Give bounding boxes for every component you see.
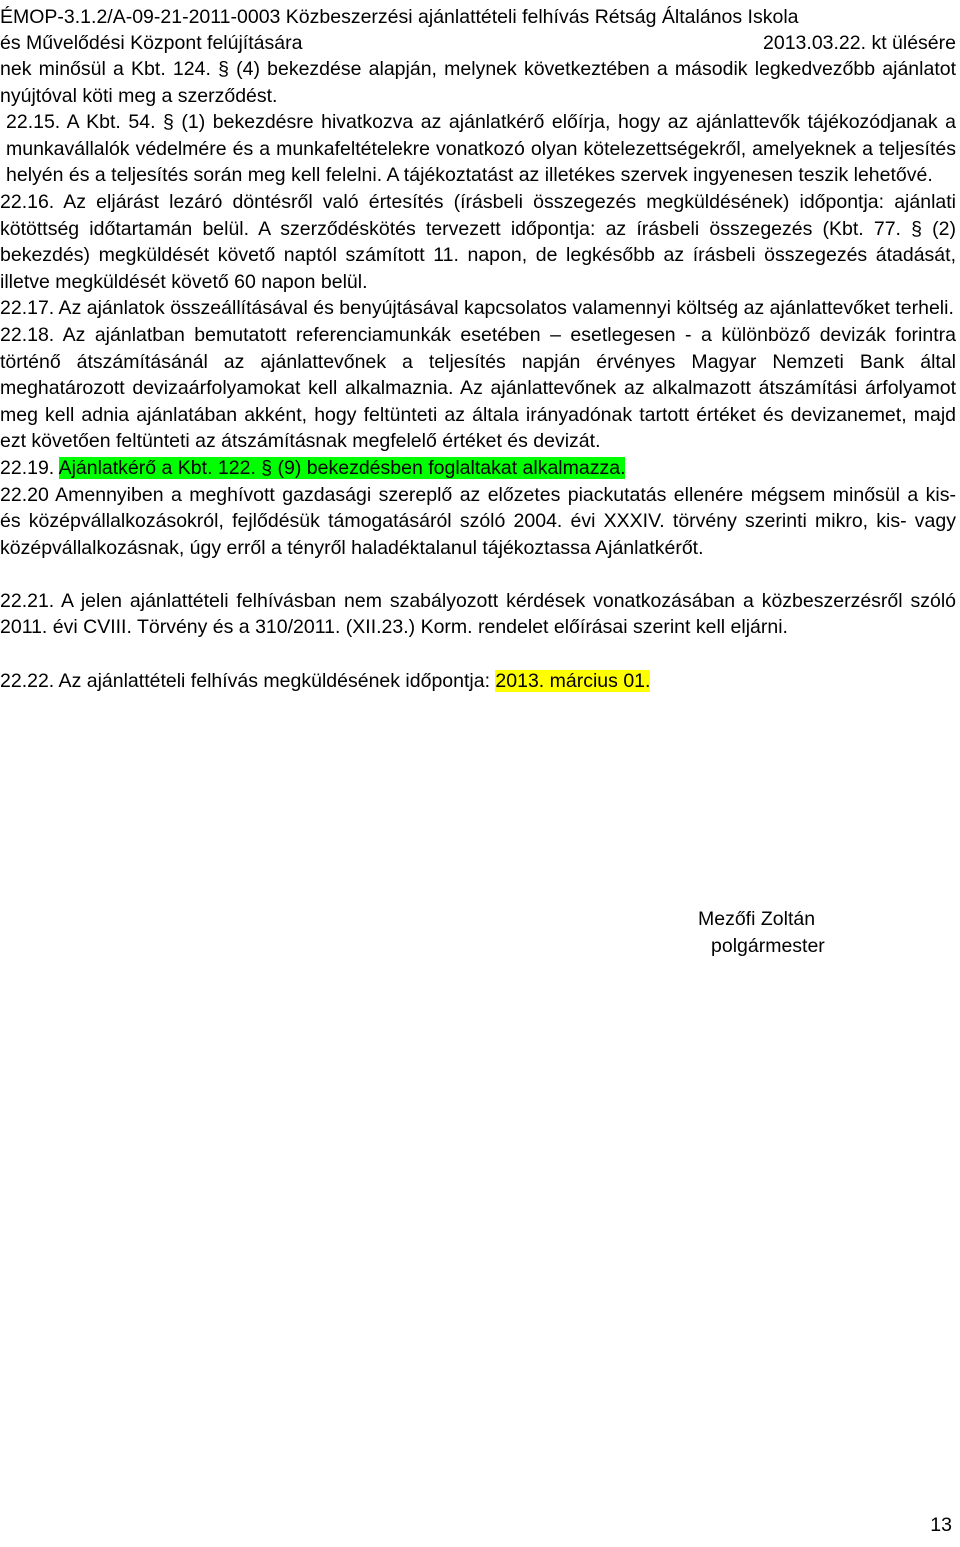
- paragraph-22-15: 22.15. A Kbt. 54. § (1) bekezdésre hivatkozva az ajánlatkérő előírja, hogy az ajánlattevők tájékozódjanak a munkavállalók védelmére és a munkafeltételekre vonatkozó olyan kötelezettségekről, amelyeknek a teljesítés helyén és a teljesítés során meg kell felelni. A tájékoztatást az illetékes szervek ingyenesen teszik lehetővé.: [6, 111, 956, 187]
- document-body: [0, 56, 956, 694]
- paragraph-22-22-date: 2013. március 01.: [495, 669, 651, 692]
- header-line-1: [0, 4, 956, 30]
- page-number: 13: [930, 1514, 952, 1536]
- paragraph-22-18: 22.18. Az ajánlatban bemutatott referenciamunkák esetében – esetlegesen - a különböző devizák forintra történő átszámításánál az ajánlattevőnek a teljesítés napján érvényes Magyar Nemzeti Bank által meghatározott devizaárfolyamokat kell alkalmaznia. Az ajánlattevőnek az alkalmazott átszámítási árfolyamot meg kell adnia ajánlatában akként, hogy feltünteti az általa irányadónak tartott értéket és devizanemet, majd ezt követően feltünteti az átszámításnak megfelelő értéket és devizát.: [0, 323, 956, 453]
- paragraph-22-19-number: 22.19.: [0, 456, 55, 479]
- blank-line: [0, 641, 956, 668]
- signatory-title: polgármester: [711, 935, 825, 957]
- blank-line: [0, 561, 956, 588]
- signatory-name: Mezőfi Zoltán: [698, 908, 816, 930]
- header-subtitle: és Művelődési Központ felújítására: [0, 32, 303, 54]
- paragraph-22-19: [0, 455, 956, 482]
- header-line-2: [0, 30, 956, 56]
- paragraph-22-22: [0, 668, 956, 695]
- signature-block: [698, 906, 825, 960]
- paragraph-22-21: 22.21. A jelen ajánlattételi felhívásban nem szabályozott kérdések vonatkozásában a közbeszerzésről szóló 2011. évi CVIII. Törvény és a 310/2011. (XII.23.) Korm. rendelet előírásai szerint kell eljárni.: [0, 589, 956, 639]
- paragraph-continuation: nek minősül a Kbt. 124. § (4) bekezdése alapján, melynek következtében a második legkedvezőbb ajánlatot nyújtóval köti meg a szerződést.: [0, 58, 956, 107]
- paragraph-22-22-text: 22.22. Az ajánlattételi felhívás megküldésének időpontja:: [0, 669, 490, 692]
- header-title: ÉMOP-3.1.2/A-09-21-2011-0003 Közbeszerzési ajánlattételi felhívás Rétság Általános Iskola: [0, 6, 799, 28]
- paragraph-22-17: 22.17. Az ajánlatok összeállításával és benyújtásával kapcsolatos valamennyi költség az ajánlattevőket terheli.: [0, 297, 954, 320]
- paragraph-22-19-highlighted-text: Ajánlatkérő a Kbt. 122. § (9) bekezdésben foglaltakat alkalmazza.: [58, 456, 626, 479]
- page-header: [0, 4, 956, 56]
- paragraph-22-20: 22.20 Amennyiben a meghívott gazdasági szereplő az előzetes piackutatás ellenére mégsem minősül a kis- és középvállalkozásokról, fejlődésük támogatásáról szóló 2004. évi XXXIV. törvény szerinti mikro, kis- vagy középvállalkozásnak, úgy erről a tényről haladéktalanul tájékoztassa Ajánlatkérőt.: [0, 483, 956, 559]
- header-meeting-date: 2013.03.22. kt ülésére: [763, 32, 956, 54]
- paragraph-22-16: 22.16. Az eljárást lezáró döntésről való értesítés (írásbeli összegezés megküldésének) időpontja: ajánlati kötöttség időtartamán belül. A szerződéskötés tervezett időpontja: az írásbeli összegezés (Kbt. 77. § (2) bekezdés) megküldését követő naptól számított 11. napon, de legkésőbb az írásbeli összegezés átadását, illetve megküldését követő 60 napon belül.: [0, 190, 956, 293]
